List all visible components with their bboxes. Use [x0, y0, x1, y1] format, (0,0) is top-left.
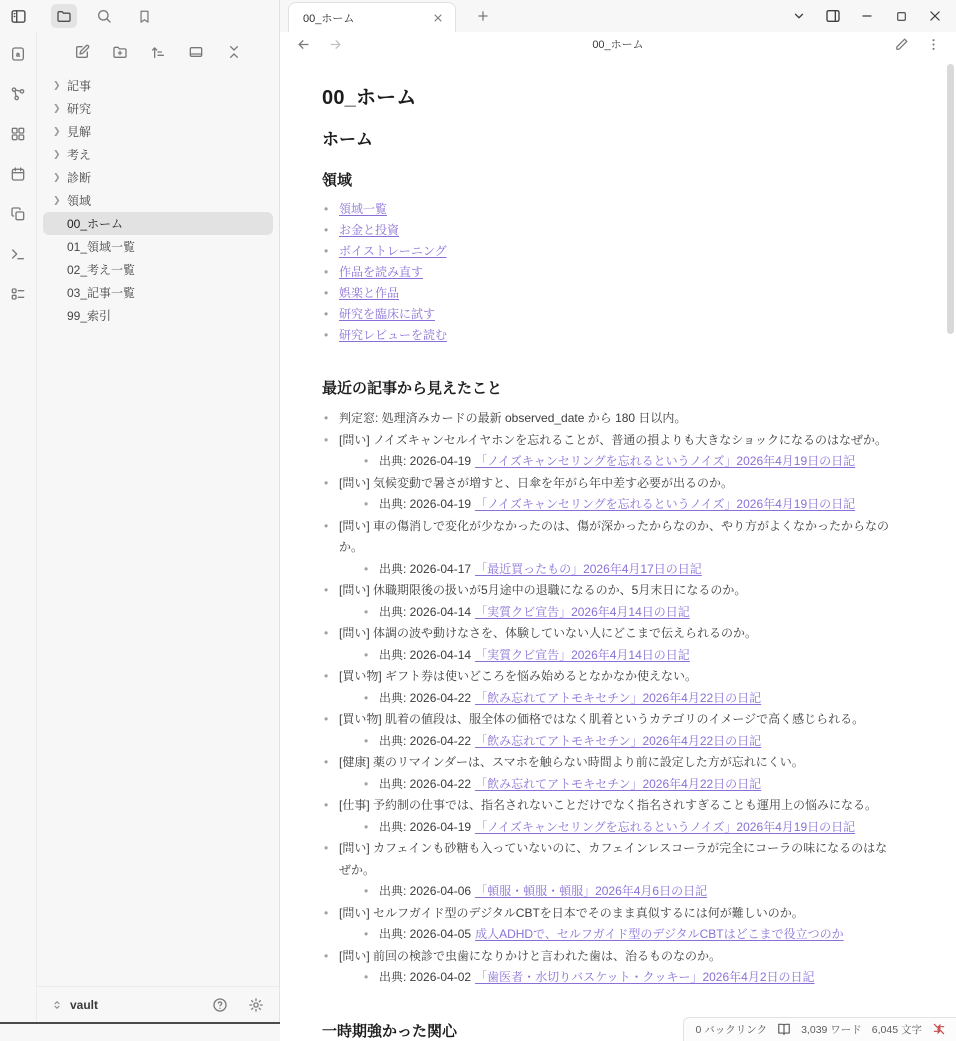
- vault-bar: [37, 986, 279, 1022]
- tab-title: 00_ホーム: [303, 12, 355, 25]
- templates-copy-icon[interactable]: [5, 202, 31, 226]
- area-link[interactable]: 研究レビューを読む: [339, 328, 448, 342]
- canvas-icon[interactable]: [5, 122, 31, 146]
- help-icon[interactable]: [207, 993, 233, 1017]
- edit-pencil-icon[interactable]: [888, 32, 914, 56]
- source-item: [362, 774, 894, 796]
- source-link[interactable]: 「実質クビ宣告」2026年4月14日の日記: [475, 647, 690, 662]
- file-tree: [37, 70, 279, 986]
- folder-label: 考え: [67, 148, 92, 162]
- chevrons-up-down-icon: [51, 999, 63, 1011]
- files-tab-icon[interactable]: [51, 4, 77, 28]
- file-row[interactable]: [43, 281, 273, 304]
- sort-order-icon[interactable]: [145, 40, 171, 64]
- source-item: [362, 494, 894, 516]
- area-link[interactable]: 娯楽と作品: [339, 286, 400, 300]
- insight-item: [322, 666, 894, 709]
- view-title: 00_ホーム: [592, 39, 644, 51]
- source-item: [362, 559, 894, 581]
- quick-switcher-icon[interactable]: [5, 42, 31, 66]
- svg-text:a: a: [16, 51, 20, 59]
- chevron-right-icon: ❯: [53, 80, 61, 90]
- back-arrow-icon[interactable]: [290, 32, 316, 56]
- collapse-all-icon[interactable]: [221, 40, 247, 64]
- insight-item: [322, 580, 894, 623]
- source-date: 出典: 2026-04-22: [379, 690, 472, 705]
- forward-arrow-icon[interactable]: [322, 32, 348, 56]
- source-date: 出典: 2026-04-22: [379, 776, 472, 791]
- insight-text: [問い] ノイズキャンセルイヤホンを忘れることが、普通の損よりも大きなショックになるのはなぜか。: [339, 432, 887, 447]
- file-row[interactable]: [43, 235, 273, 258]
- source-date: 出典: 2026-04-19: [379, 819, 472, 834]
- source-link[interactable]: 「飲み忘れてアトモキセチン」2026年4月22日の日記: [475, 733, 762, 748]
- source-link[interactable]: 成人ADHDで、セルフガイド型のデジタルCBTはどこまで役立つのか: [475, 927, 844, 941]
- source-item: [362, 731, 894, 753]
- file-label: 00_ホーム: [67, 217, 124, 231]
- insight-text: [買い物] ギフト券は使いどころを悩み始めるとなかなか使えない。: [339, 669, 698, 683]
- list-item: [322, 220, 894, 241]
- file-row[interactable]: [43, 258, 273, 281]
- list-item: [322, 304, 894, 325]
- list-item: [322, 262, 894, 283]
- graph-view-icon[interactable]: [5, 82, 31, 106]
- source-item: [362, 602, 894, 624]
- insight-item: [322, 795, 894, 838]
- insight-text: [問い] 車の傷消しで変化が少なかったのは、傷が深かったからなのか、やり方がよくなかったからなのか。: [339, 518, 890, 554]
- folder-label: 記事: [67, 79, 92, 93]
- area-link-list: [322, 199, 894, 346]
- chevron-right-icon: ❯: [53, 172, 61, 182]
- insight-item: [322, 709, 894, 752]
- file-label: 99_索引: [67, 309, 112, 323]
- more-options-icon[interactable]: [920, 32, 946, 56]
- insight-item: [322, 516, 894, 581]
- new-note-icon[interactable]: [69, 40, 95, 64]
- word-count[interactable]: 3,039 ワード: [801, 1023, 862, 1036]
- panel-left-toggle-icon[interactable]: [6, 4, 32, 28]
- source-date: 出典: 2026-04-17: [379, 561, 472, 576]
- recent-list: [322, 408, 894, 989]
- folder-row[interactable]: [43, 120, 273, 143]
- left-sidebar: [0, 0, 280, 1022]
- new-tab-icon[interactable]: [470, 4, 496, 28]
- daily-note-calendar-icon[interactable]: [5, 162, 31, 186]
- insight-item: [322, 903, 894, 946]
- source-item: [362, 924, 894, 946]
- insight-item: [322, 430, 894, 473]
- insight-text: [仕事] 予約制の仕事では、指名されないことだけでなく指名されすぎることも運用上の悩みになる。: [339, 798, 878, 812]
- file-label: 03_記事一覧: [67, 286, 136, 300]
- source-link[interactable]: 「ノイズキャンセリングを忘れるというノイズ」2026年4月19日の日記: [475, 454, 856, 468]
- area-link[interactable]: 研究を臨床に試す: [339, 307, 436, 321]
- source-date: 出典: 2026-04-06: [379, 884, 472, 898]
- source-date: 出典: 2026-04-22: [379, 733, 472, 748]
- search-tab-icon[interactable]: [91, 4, 117, 28]
- folder-row[interactable]: [43, 74, 273, 97]
- vault-switcher[interactable]: [51, 998, 207, 1012]
- view-header: [280, 32, 956, 56]
- reading-time-book-icon: [777, 1022, 791, 1036]
- maximize-icon[interactable]: [886, 4, 916, 28]
- insight-text: [買い物] 肌着の値段は、服全体の価格ではなく肌着というカテゴリのイメージで高く感じられる。: [339, 712, 865, 726]
- chevron-right-icon: ❯: [53, 195, 61, 205]
- sync-error-icon[interactable]: [932, 1022, 946, 1036]
- source-item: [362, 645, 894, 667]
- chevron-right-icon: ❯: [53, 103, 61, 113]
- list-item: [322, 199, 894, 220]
- status-bar: [683, 1017, 956, 1041]
- tab-close-icon[interactable]: [429, 6, 447, 30]
- editor-pane: [280, 0, 956, 1040]
- insight-item: [322, 946, 894, 989]
- chevron-right-icon: ❯: [53, 149, 61, 159]
- list-item: [322, 408, 894, 430]
- minimize-icon[interactable]: [852, 4, 882, 28]
- card-layout-icon[interactable]: [183, 40, 209, 64]
- folder-row[interactable]: [43, 97, 273, 120]
- file-explorer: [37, 32, 279, 1022]
- close-window-icon[interactable]: [920, 4, 950, 28]
- new-folder-icon[interactable]: [107, 40, 133, 64]
- source-item: [362, 688, 894, 710]
- task-list-icon[interactable]: [5, 282, 31, 306]
- tab-active[interactable]: [288, 2, 456, 32]
- file-row[interactable]: [43, 304, 273, 327]
- source-date: 出典: 2026-04-14: [379, 647, 472, 662]
- inline-title: 00_ホーム: [322, 87, 417, 109]
- folder-label: 診断: [67, 171, 92, 185]
- folder-row[interactable]: [43, 189, 273, 212]
- insight-item: [322, 752, 894, 795]
- list-item: [322, 241, 894, 262]
- insight-text: [問い] 前回の検診で虫歯になりかけと言われた歯は、治るものなのか。: [339, 948, 722, 963]
- area-link[interactable]: ボイストレーニング: [339, 244, 447, 258]
- source-date: 出典: 2026-04-19: [379, 454, 472, 468]
- window-controls: [784, 0, 956, 32]
- char-count[interactable]: 6,045 文字: [871, 1023, 922, 1036]
- folder-row[interactable]: [43, 143, 273, 166]
- explorer-toolbar: [37, 32, 279, 70]
- insight-text: [問い] 体調の波や動けなさを、体験していない人にどこまで伝えられるのか。: [339, 626, 758, 640]
- source-link[interactable]: 「ノイズキャンセリングを忘れるというノイズ」2026年4月19日の日記: [475, 819, 856, 834]
- insight-text: [問い] 休職期限後の扱いが5月途中の退職になるのか、5月末日になるのか。: [339, 583, 747, 597]
- insight-text: [問い] セルフガイド型のデジタルCBTを日本でそのまま真似するには何が難しいのか。: [339, 905, 804, 920]
- note-content[interactable]: [280, 56, 956, 1041]
- area-link[interactable]: 作品を読み直す: [339, 265, 424, 279]
- left-topbar: [0, 0, 279, 32]
- area-link[interactable]: お金と投資: [339, 223, 400, 237]
- folder-label: 研究: [67, 102, 92, 116]
- insight-text: [健康] 薬のリマインダーは、スマホを触らない時間より前に設定した方が忘れにくい。: [339, 755, 804, 769]
- tab-strip: [280, 0, 956, 32]
- settings-gear-icon[interactable]: [243, 993, 269, 1017]
- file-label: 02_考え一覧: [67, 263, 136, 277]
- insight-item: [322, 838, 894, 903]
- source-link[interactable]: 「ノイズキャンセリングを忘れるというノイズ」2026年4月19日の日記: [475, 497, 856, 511]
- file-label: 01_領域一覧: [67, 240, 136, 254]
- source-link[interactable]: 「実質クビ宣告」2026年4月14日の日記: [475, 604, 690, 619]
- source-link[interactable]: 「歯医者・水切りバスケット・クッキー」2026年4月2日の日記: [475, 970, 815, 984]
- list-item: [322, 283, 894, 304]
- scrollbar-thumb[interactable]: [947, 64, 954, 334]
- source-date: 出典: 2026-04-02: [379, 970, 472, 984]
- folder-label: 領域: [67, 194, 92, 208]
- recent-heading: 最近の記事から見えたこと: [322, 380, 503, 397]
- tab-list-chevron-icon[interactable]: [784, 4, 814, 28]
- source-item: [362, 881, 894, 903]
- insight-text: [問い] カフェインも砂糖も入っていないのに、カフェインレスコーラが完全にコーラの味になるのはなぜか。: [339, 841, 888, 877]
- source-item: [362, 967, 894, 989]
- source-link[interactable]: 「最近買ったもの」2026年4月17日の日記: [475, 561, 702, 576]
- list-item: [322, 325, 894, 346]
- vault-name: vault: [70, 997, 99, 1012]
- folder-label: 見解: [67, 125, 92, 139]
- insight-text: [問い] 気候変動で暑さが増すと、日傘を年がら年中差す必要が出るのか。: [339, 475, 734, 490]
- folder-row[interactable]: [43, 166, 273, 189]
- bookmarks-tab-icon[interactable]: [131, 4, 157, 28]
- ribbon: [0, 32, 37, 1022]
- terminal-icon[interactable]: [5, 242, 31, 266]
- backlinks-count[interactable]: 0 バックリンク: [695, 1023, 768, 1036]
- recent-intro: 判定窓: 処理済みカードの最新 observed_date から 180 日以内。: [339, 411, 687, 425]
- source-link[interactable]: 「飲み忘れてアトモキセチン」2026年4月22日の日記: [475, 776, 762, 791]
- note-h1: ホーム: [322, 130, 373, 149]
- chevron-right-icon: ❯: [53, 126, 61, 136]
- source-date: 出典: 2026-04-19: [379, 497, 472, 511]
- source-link[interactable]: 「飲み忘れてアトモキセチン」2026年4月22日の日記: [475, 690, 762, 705]
- file-row-active[interactable]: [43, 212, 273, 235]
- area-link[interactable]: 領域一覧: [339, 202, 388, 216]
- source-date: 出典: 2026-04-05: [379, 927, 472, 941]
- source-item: [362, 817, 894, 839]
- insight-item: [322, 623, 894, 666]
- source-link[interactable]: 「頓服・頓服・頓服」2026年4月6日の日記: [475, 884, 708, 898]
- panel-right-toggle-icon[interactable]: [818, 4, 848, 28]
- source-item: [362, 451, 894, 473]
- insight-item: [322, 473, 894, 516]
- source-date: 出典: 2026-04-14: [379, 604, 472, 619]
- areas-heading: 領域: [322, 172, 353, 189]
- next-section-heading: 一時期強かった関心: [322, 1022, 458, 1040]
